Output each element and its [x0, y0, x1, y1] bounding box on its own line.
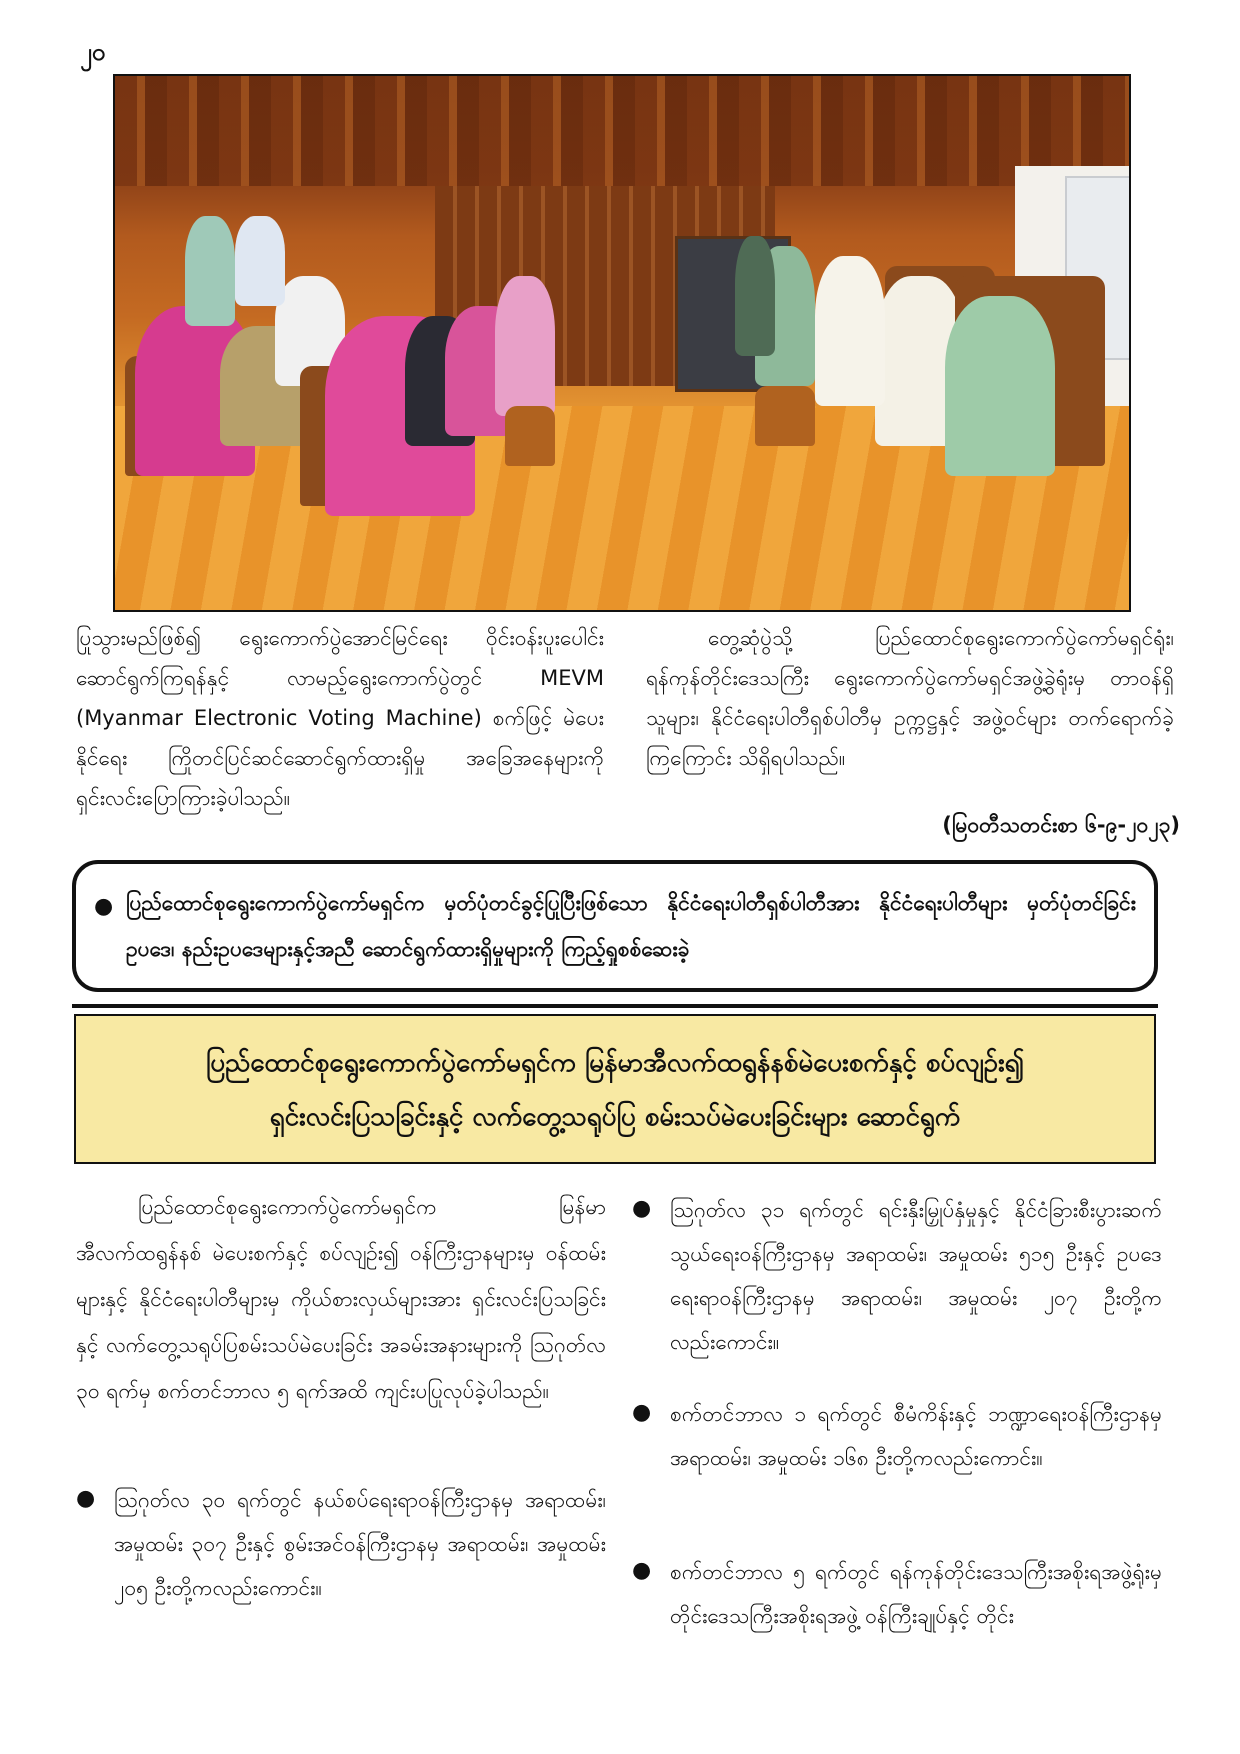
bullet-icon: ● [632, 1196, 652, 1221]
source-credit: (မြဝတီသတင်းစာ ၆-၉-၂၀၂၃) [942, 813, 1180, 837]
seated-official [945, 296, 1055, 476]
side-table [755, 386, 815, 446]
bullet-icon: ● [632, 1558, 652, 1583]
bullet-icon: ● [632, 1400, 652, 1425]
list-item-text: ဩဂုတ်လ ၃၀ ရက်တွင် နယ်စပ်ရေးရာဝန်ကြီးဌာနမှ အရာထမ်း၊ အမှုထမ်း ၃၀၇ ဦးနှင့် စွမ်းအင်ဝန်ကြီးဌာနမှ အရာထမ်း၊ အမှုထမ်း ၂၀၅ ဦးတို့ကလည်းကောင်း။ [114, 1488, 606, 1600]
list-item [632, 1550, 1162, 1650]
list-item-text: စက်တင်ဘာလ ၅ ရက်တွင် ရန်ကုန်တိုင်းဒေသကြီးအစိုးရအဖွဲ့ရုံးမှ တိုင်းဒေသကြီးအစိုးရအဖွဲ့ ဝန်ကြီးချုပ်နှင့် တိုင်း [670, 1560, 1162, 1628]
side-table [505, 406, 555, 466]
highlight-box [72, 860, 1158, 992]
bullet-icon: ● [94, 894, 114, 919]
highlight-text: ပြည်ထောင်စုရွေးကောက်ပွဲကော်မရှင်က မှတ်ပုံတင်ခွင့်ပြုပြီးဖြစ်သော နိုင်ငံရေးပါတီရှစ်ပါတီအား နိုင်ငံရေးပါတီများ မှတ်ပုံတင်ခြင်း ဥပဒေ၊ နည်းဥပဒေများနှင့်အညီ ဆောင်ရွက်ထားရှိမှုများကို ကြည့်ရှုစစ်ဆေးခဲ့ [126, 891, 1136, 961]
list-item [76, 1478, 606, 1618]
list-item-text: စက်တင်ဘာလ ၁ ရက်တွင် စီမံကိန်းနှင့် ဘဏ္ဍာရေးဝန်ကြီးဌာနမှ အရာထမ်း၊ အမှုထမ်း ၁၆၈ ဦးတို့ကလည်းကောင်း။ [670, 1402, 1162, 1470]
standing-staff [185, 216, 235, 326]
page-number: ၂၀ [80, 38, 106, 66]
article-top-left-paragraph: ပြုသွားမည်ဖြစ်၍ ရွေးကောက်ပွဲအောင်မြင်ရေး ဝိုင်းဝန်းပူးပေါင်းဆောင်ရွက်ကြရန်နှင့် လာမည့်ရွေးကောက်ပွဲတွင် MEVM (Myanmar Electronic Voting Machine) စက်ဖြင့် မဲပေးနိုင်ရေး ကြိုတင်ပြင်ဆင်ဆောင်ရွက်ထားရှိမှု အခြေအနေများကို ရှင်းလင်းပြောကြားခဲ့ပါသည်။ [76, 626, 604, 810]
seated-official [735, 236, 775, 356]
headline-line-2: ရှင်းလင်းပြသခြင်းနှင့် လက်တွေ့သရုပ်ပြ စမ်းသပ်မဲပေးခြင်းများ ဆောင်ရွက် [269, 1102, 961, 1132]
article-top-right-paragraph: တွေ့ဆုံပွဲသို့ ပြည်ထောင်စုရွေးကောက်ပွဲကော်မရှင်ရုံး၊ ရန်ကုန်တိုင်းဒေသကြီး ရွေးကောက်ပွဲကော်မရှင်အဖွဲ့ခွဲရုံးမှ တာဝန်ရှိသူများ၊ နိုင်ငံရေးပါတီရှစ်ပါတီမှ ဥက္ကဋ္ဌနှင့် အဖွဲ့ဝင်များ တက်ရောက်ခဲ့ကြကြောင်း သိရှိရပါသည်။ [646, 626, 1174, 770]
seated-official [815, 256, 885, 406]
section-divider [72, 1004, 1158, 1008]
list-item-text: ဩဂုတ်လ ၃၁ ရက်တွင် ရင်းနှီးမြှုပ်နှံမှုနှင့် နိုင်ငံခြားစီးပွားဆက်သွယ်ရေးဝန်ကြီးဌာနမှ အရာထမ်း၊ အမှုထမ်း ၅၁၅ ဦးနှင့် ဥပဒေရေးရာဝန်ကြီးဌာနမှ အရာထမ်း၊ အမှုထမ်း ၂၀၇ ဦးတို့ကလည်းကောင်း။ [670, 1198, 1162, 1354]
standing-staff [235, 216, 285, 306]
list-item [632, 1392, 1162, 1532]
article-bottom-intro: ပြည်ထောင်စုရွေးကောက်ပွဲကော်မရှင်က မြန်မာအီလက်ထရွန်နစ် မဲပေးစက်နှင့် စပ်လျဉ်း၍ ဝန်ကြီးဌာနများမှ ဝန်ထမ်းများနှင့် နိုင်ငံရေးပါတီများမှ ကိုယ်စားလှယ်များအား ရှင်းလင်းပြသခြင်းနှင့် လက်တွေ့သရုပ်ပြစမ်းသပ်မဲပေးခြင်း အခမ်းအနားများကို ဩဂုတ်လ ၃၀ ရက်မှ စက်တင်ဘာလ ၅ ရက်အထိ ကျင်းပပြုလုပ်ခဲ့ပါသည်။ [76, 1195, 606, 1403]
article-headline [74, 1014, 1156, 1164]
carved-ceiling [115, 76, 1129, 186]
headline-line-1: ပြည်ထောင်စုရွေးကောက်ပွဲကော်မရှင်က မြန်မာအီလက်ထရွန်နစ်မဲပေးစက်နှင့် စပ်လျဉ်း၍ [205, 1048, 1025, 1078]
list-item [632, 1188, 1162, 1354]
seated-guest [495, 276, 555, 416]
bullet-icon: ● [76, 1486, 96, 1511]
meeting-photo [113, 74, 1131, 612]
